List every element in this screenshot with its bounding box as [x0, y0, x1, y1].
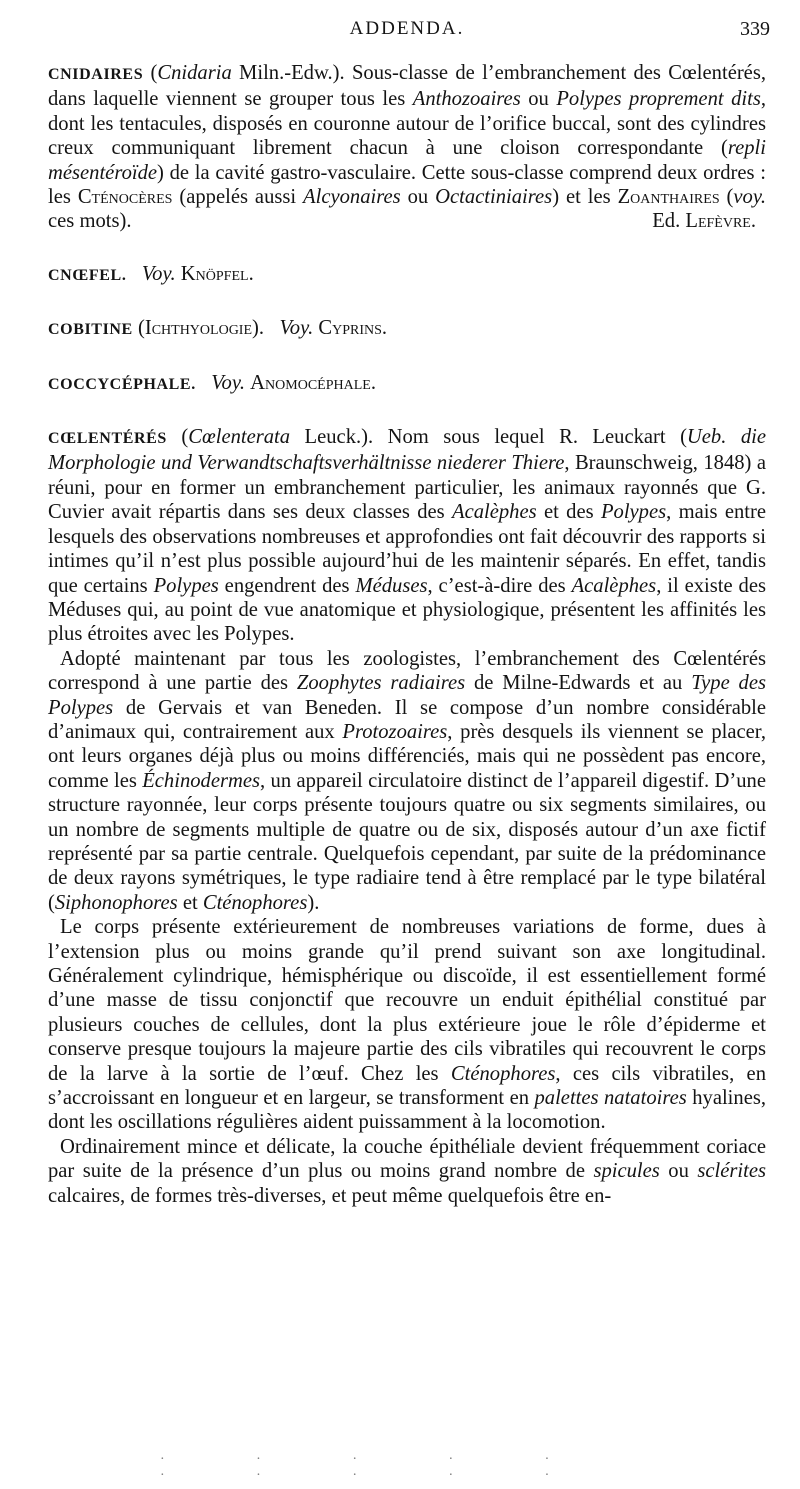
- text: , près desquels ils viennent se placer, ont leurs organes déjà plus ou moins différenciés, mais qui ne possèdent pas encore, comme les: [48, 720, 766, 792]
- voy-label: Voy.: [141, 262, 176, 285]
- text: Le corps présente extérieurement de nombreuses variations de forme, dues à l’extension plus ou moins grande qu’il prend suivant son axe longitudinal. Généralement cylindrique, hémisphérique ou discoïde, il est essentiellement formé d’une masse de tissu conjonctif que recouvre un enduit épithélial constitué par plusieurs couches de cellules, dont la plus extérieure joue le rôle d’épiderme et conserve presque toujours la majeure partie des cils vibratiles qui recouvrent le corps de la larve à la sortie de l’œuf. Chez les: [48, 916, 766, 1085]
- text: , un appareil circulatoire distinct de l’appareil digestif. D’une structure rayonnée, leur corps présente toujours quatre ou six segments similaires, ou un nombre de segments multiple de quatre ou de six, disposés autour d’un axe fictif représenté par sa partie centrale. Quelquefois cependant, par suite de la prédominance de deux rayons symétriques, le type radiaire tend à être remplacé par le type bilatéral (: [48, 769, 766, 914]
- text: , Braunschweig, 1848) a réuni, pour en former un embranchement particulier, les animaux rayonnés que G. Cuvier avait répartis dans ses deux classes des: [48, 452, 766, 524]
- italic-term: Acalèphes: [452, 501, 537, 524]
- italic-term: sclérites: [697, 1160, 766, 1183]
- text: ).: [307, 891, 320, 914]
- text: , dont les tentacules, disposés en couronne autour de l’orifice buccal, sont des cylindres creux communiquant librement chacun à une cloison correspondante (: [48, 88, 766, 160]
- text: et des: [536, 501, 601, 524]
- entry-cnidaires: [48, 61, 766, 234]
- italic-term: Polypes proprement dits: [556, 88, 761, 111]
- italic-term: Siphonophores: [54, 891, 178, 914]
- text: , c’est-à-dire des: [427, 574, 572, 597]
- italic-term: Polypes: [153, 574, 219, 597]
- headword-cobitine: COBITINE: [48, 321, 133, 339]
- latin-name: Cœlenterata: [188, 426, 291, 449]
- text: ou: [520, 88, 557, 111]
- voy-label: Voy.: [279, 317, 314, 340]
- cross-ref: Cyprins.: [318, 317, 388, 340]
- field-label: Ichthyologie: [144, 317, 253, 340]
- text: et: [177, 891, 203, 914]
- book-title: Ueb. die Morphologie und Verwandtschaftsverhältnisse niederer Thiere: [48, 426, 766, 475]
- italic-term: Anthozoaires: [412, 88, 521, 111]
- entry-cobitine: [48, 316, 766, 342]
- text: (: [132, 317, 145, 340]
- italic-term: Cténophores: [450, 1062, 556, 1085]
- text: Adopté maintenant par tous les zoologistes, l’embranchement des Cœlentérés correspond à une partie des: [48, 647, 766, 695]
- entry-coelenteres: [48, 425, 766, 647]
- text: ) de la cavité gastro-vasculaire. Cette sous-classe comprend deux ordres : les: [48, 161, 766, 209]
- italic-term: Acalèphes: [571, 574, 657, 597]
- paragraph-embranchement: [48, 647, 766, 915]
- signature-name: Lefèvre.: [685, 210, 756, 233]
- text: de Milne-Edwards et au: [465, 672, 692, 695]
- text: , il existe des Méduses qui, au point de vue anatomique et physiologique, présentent les affinités les plus étroites avec les Polypes.: [48, 574, 766, 646]
- cross-ref: Anomocéphale.: [250, 371, 376, 394]
- italic-term: Type des Polypes: [48, 672, 766, 719]
- page-number: 339: [740, 18, 770, 40]
- text: Ordinairement mince et délicate, la couche épithéliale devient fréquemment coriace par suite de la présence d’un plus ou moins grand nombre de: [48, 1135, 766, 1183]
- paragraph-corps: [48, 915, 766, 1135]
- text: (appelés aussi: [172, 186, 304, 209]
- text: (: [143, 62, 158, 84]
- italic-term: Alcyonaires: [303, 186, 401, 209]
- text: engendrent des: [218, 574, 356, 597]
- italic-term: voy.: [733, 186, 766, 209]
- signature-prefix: Ed.: [652, 210, 686, 233]
- text: (: [719, 186, 734, 209]
- dictionary-page: [48, 0, 770, 1208]
- cross-ref: Knöpfel.: [180, 262, 254, 285]
- text: Leuck.). Nom sous lequel R. Leuckart (: [290, 426, 687, 449]
- headword-cnidaires: CNIDAIRES: [48, 66, 144, 83]
- headword-cnofel: CNŒFEL.: [48, 266, 127, 284]
- text: de Gervais et van Beneden. Il se compose d’un nombre considérable d’animaux qui, contrairement aux: [48, 696, 766, 743]
- text: , mais entre lesquels des observations nombreuses et approfondies ont fait découvrir des rapports si intimes qu’il n’est plus possible aujourd’hui de les maintenir séparés. En effet, tandis que certains: [48, 501, 766, 597]
- cross-ref: Zoanthaires: [617, 186, 720, 209]
- italic-term: Cténophores: [202, 891, 308, 914]
- text: , ces cils vibratiles, en s’accroissant en longueur et en largeur, se transforment en: [48, 1062, 766, 1110]
- text: ).: [252, 317, 270, 340]
- bleed-through-specks: · · · · · · · · · ·: [160, 1452, 594, 1483]
- italic-term: Protozoaires: [342, 720, 448, 743]
- italic-term: Échinodermes: [142, 769, 261, 792]
- text: Miln.-Edw.). Sous-classe de l’embranchement des Cœlentérés, dans laquelle viennent se grouper tous les: [48, 62, 766, 111]
- running-title: ADDENDA.: [349, 18, 465, 39]
- text: ces mots).: [48, 210, 132, 233]
- text: (: [166, 426, 189, 449]
- italic-term: Polypes: [600, 501, 667, 524]
- italic-term: Méduses: [355, 574, 428, 597]
- entry-cnofel: [48, 262, 766, 288]
- cross-ref: Cténocères: [77, 186, 173, 209]
- italic-term: Octactiniaires: [435, 186, 553, 209]
- italic-term: spicules: [593, 1160, 660, 1183]
- italic-term: repli mésentéroïde: [48, 137, 766, 184]
- author-signature: [652, 209, 756, 233]
- text: calcaires, de formes très-diverses, et peut même quelquefois être en-: [48, 1184, 612, 1207]
- paragraph-couche-epitheliale: [48, 1135, 766, 1208]
- text: ) et les: [552, 186, 618, 209]
- text: ou: [659, 1160, 698, 1183]
- italic-term: palettes natatoires: [534, 1087, 687, 1110]
- entry-coccycephale: [48, 371, 766, 397]
- text: ou: [400, 186, 436, 209]
- latin-name: Cnidaria: [157, 62, 232, 84]
- running-head: [48, 0, 770, 40]
- headword-coelenteres: CŒLENTÉRÉS: [48, 430, 167, 448]
- headword-coccycephale: COCCYCÉPHALE.: [48, 375, 196, 393]
- italic-term: Zoophytes radiaires: [296, 672, 466, 695]
- text: hyalines, dont les oscillations régulières aident puissamment à la locomotion.: [48, 1087, 766, 1134]
- voy-label: Voy.: [211, 371, 246, 394]
